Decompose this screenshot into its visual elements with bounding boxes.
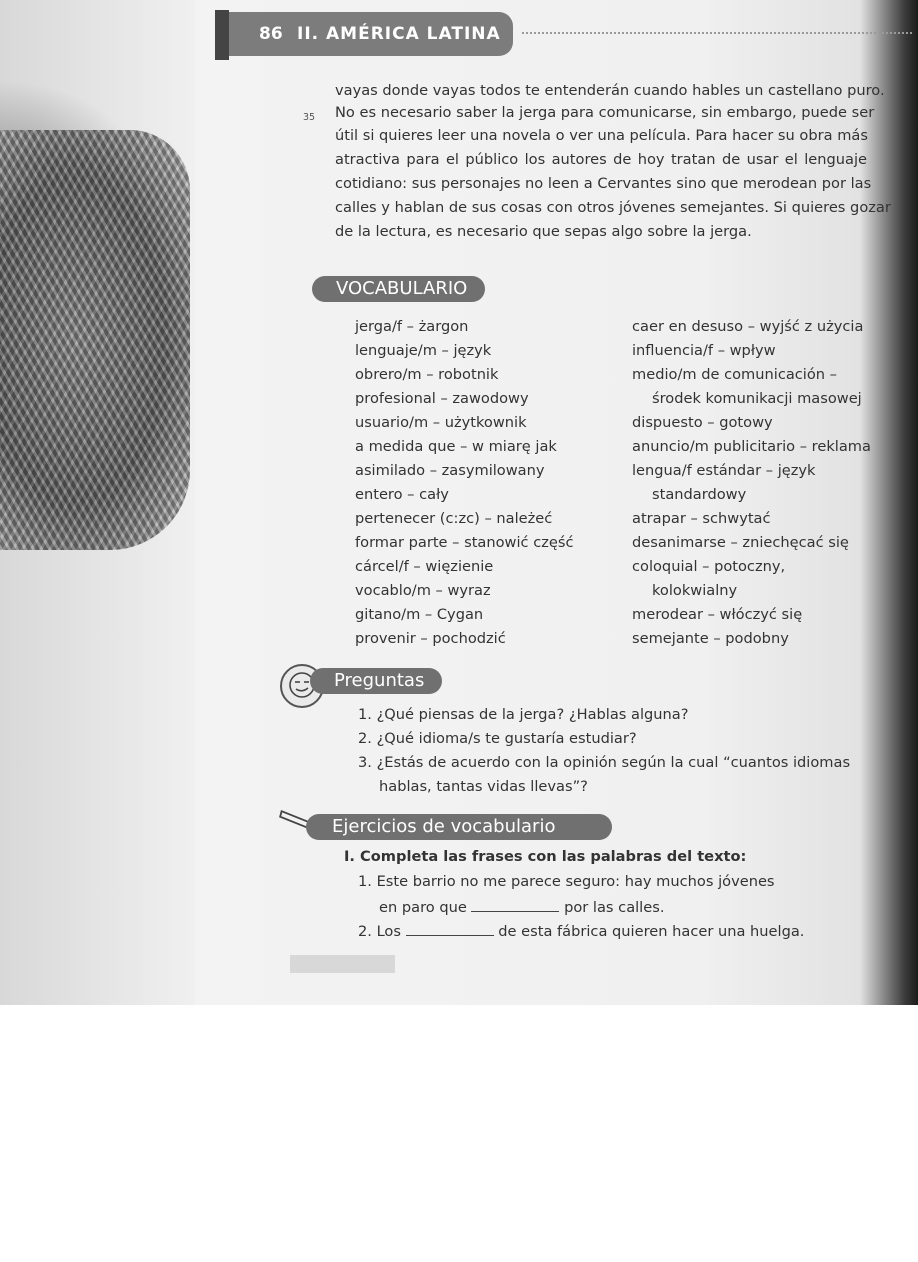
vocab-item: a medida que – w miarę jak [355,438,557,455]
exercise-sentence: 1. Este barrio no me parece seguro: hay muchos jóvenes [358,873,775,890]
reading-line: cotidiano: sus personajes no leen a Cervantes sino que merodean por las [335,175,872,192]
vocab-item: kolokwialny [652,582,738,599]
exercises-heading: Ejercicios de vocabulario [306,814,612,840]
vocab-item: formar parte – stanowić część [355,534,574,551]
exercise-text: en paro que [379,899,467,916]
vocab-item: standardowy [652,486,747,503]
vocab-item: vocablo/m – wyraz [355,582,491,599]
vocab-item: gitano/m – Cygan [355,606,484,623]
vocabulary-heading: VOCABULARIO [312,276,485,302]
vocab-item: desanimarse – zniechęcać się [632,534,849,551]
vocab-item: lenguaje/m – język [355,342,492,359]
chapter-header [225,12,513,56]
vocab-item: anuncio/m publicitario – reklama [632,438,871,455]
vocab-item: cárcel/f – więzienie [355,558,494,575]
header-tab [215,10,229,60]
questions-heading: Preguntas [310,668,442,694]
vocab-item: dispuesto – gotowy [632,414,773,431]
vocab-item: środek komunikacji masowej [652,390,862,407]
exercise-text: 2. Los [358,923,401,940]
vocab-item: jerga/f – żargon [355,318,469,335]
reading-line: vayas donde vayas todos te entenderán cuando hables un castellano puro. [335,82,885,99]
line-number: 35 [303,112,316,123]
exercise-text: de esta fábrica quieren hacer una huelga. [498,923,805,940]
bleed-through-mark [290,955,395,973]
vocab-item: lengua/f estándar – język [632,462,816,479]
header-dotted-rule [522,32,912,34]
exercise-sentence [358,921,804,940]
reading-line: útil si quieres leer una novela o ver una película. Para hacer su obra más [335,127,868,144]
reading-line: de la lectura, es necesario que sepas algo sobre la jerga. [335,223,752,240]
vocab-item: asimilado – zasymilowany [355,462,545,479]
vocab-item: pertenecer (c:zc) – należeć [355,510,553,527]
question-item: 3. ¿Estás de acuerdo con la opinión según la cual “cuantos idiomas [358,754,851,771]
vocab-item: influencia/f – wpływ [632,342,776,359]
vocab-item: medio/m de comunicación – [632,366,837,383]
vocab-item: semejante – podobny [632,630,789,647]
chapter-title: II. AMÉRICA LATINA [297,24,501,44]
knitted-fabric-image [0,130,190,550]
exercise-sentence [379,897,664,916]
answer-blank[interactable] [471,897,559,912]
reading-line: No es necesario saber la jerga para comunicarse, sin embargo, puede ser [335,104,875,121]
question-item: 1. ¿Qué piensas de la jerga? ¿Hablas alguna? [358,706,689,723]
vocab-item: provenir – pochodzić [355,630,506,647]
question-item: hablas, tantas vidas llevas”? [379,778,588,795]
exercise-text: por las calles. [564,899,665,916]
reading-line: atractiva para el público los autores de hoy tratan de usar el lenguaje [335,151,867,168]
vocab-item: entero – cały [355,486,449,503]
vocab-item: merodear – włóczyć się [632,606,803,623]
vocab-item: atrapar – schwytać [632,510,771,527]
vocab-item: caer en desuso – wyjść z użycia [632,318,864,335]
page-number: 86 [259,24,283,44]
vocab-item: usuario/m – użytkownik [355,414,527,431]
vocab-item: obrero/m – robotnik [355,366,499,383]
vocab-item: profesional – zawodowy [355,390,529,407]
vocab-item: coloquial – potoczny, [632,558,786,575]
question-item: 2. ¿Qué idioma/s te gustaría estudiar? [358,730,637,747]
exercise-instruction: I. Completa las frases con las palabras del texto: [344,848,747,865]
reading-line: calles y hablan de sus cosas con otros jóvenes semejantes. Si quieres gozar [335,199,891,216]
answer-blank[interactable] [406,921,494,936]
